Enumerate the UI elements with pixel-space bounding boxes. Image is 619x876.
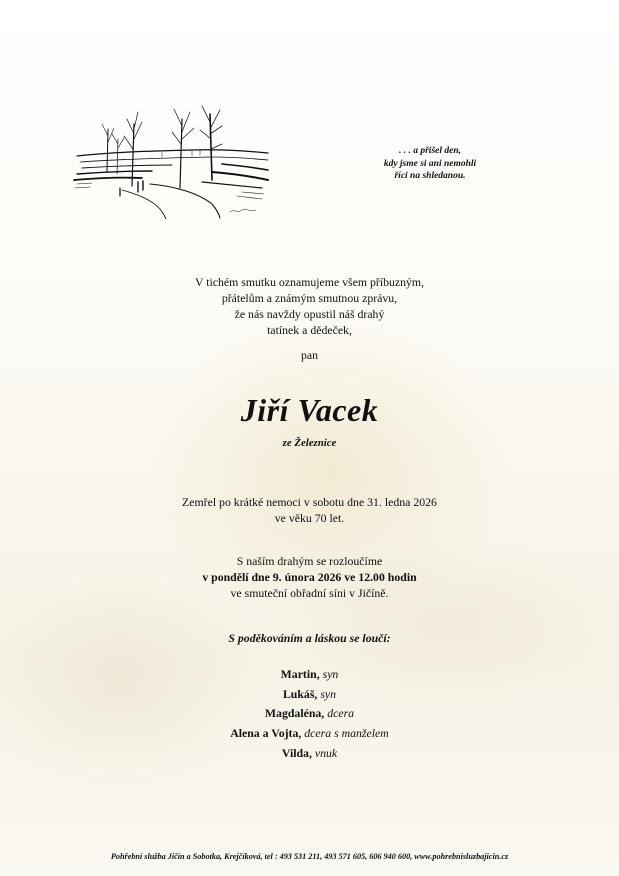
mourner-item (0, 665, 619, 685)
mourners-list (0, 665, 619, 764)
mourner-relation: dcera (327, 706, 355, 721)
mourner-item (0, 744, 619, 764)
thanks-heading: S poděkováním a láskou se loučí: (228, 631, 391, 645)
death-notice (0, 494, 619, 526)
mourner-item (0, 685, 619, 705)
honorific: pan (300, 348, 319, 362)
mourner-name: Martin, (280, 667, 320, 681)
intro-line: přátelům a známým smutnou zprávu, (221, 291, 398, 305)
mourner-relation: vnuk (314, 745, 338, 760)
mourner-item (0, 704, 619, 724)
ceremony-datetime: v pondělí dne 9. února 2026 ve 12.00 hodin (202, 570, 417, 584)
intro-line: V tichém smutku oznamujeme všem příbuzným, (194, 275, 425, 289)
mourner-relation: syn (320, 686, 337, 701)
intro-line: že nás navždy opustil náš drahý (234, 307, 385, 321)
deceased-origin: ze Železnice (282, 437, 337, 449)
ceremony-place: ve smuteční obřadní síni v Jičíně. (230, 586, 389, 600)
motto-quote (360, 145, 500, 183)
motto-line: říci na shledanou. (394, 171, 466, 181)
mourner-name: Vilda, (281, 745, 312, 760)
intro-line: tatínek a dědeček, (267, 323, 352, 337)
mourner-relation: dcera s manželem (304, 726, 389, 741)
landscape-sketch-illustration (72, 104, 272, 219)
death-line: ve věku 70 let. (274, 511, 345, 525)
deceased-name: Jiří Vacek (240, 392, 379, 428)
motto-line: . . . a přišel den, (398, 146, 461, 156)
mourner-item (0, 724, 619, 744)
funeral-service-footer: Pohřební služba Jičín a Sobotka, Krejčíková, tel : 493 531 211, 493 571 605, 606 940 600, www.pohrebnisluzbajicin.cz (110, 852, 509, 861)
mourner-name: Alena a Vojta, (230, 726, 302, 741)
ceremony-line: S naším drahým se rozloučíme (236, 554, 383, 568)
death-line: Zemřel po krátké nemoci v sobotu dne 31. ledna 2026 (182, 495, 437, 509)
announcement-intro (0, 274, 619, 338)
mourner-relation: syn (322, 667, 339, 681)
motto-line: kdy jsme si ani nemohli (383, 158, 477, 169)
mourner-name: Magdaléna, (264, 706, 325, 721)
ceremony-info (0, 553, 619, 601)
mourner-name: Lukáš, (282, 686, 318, 701)
